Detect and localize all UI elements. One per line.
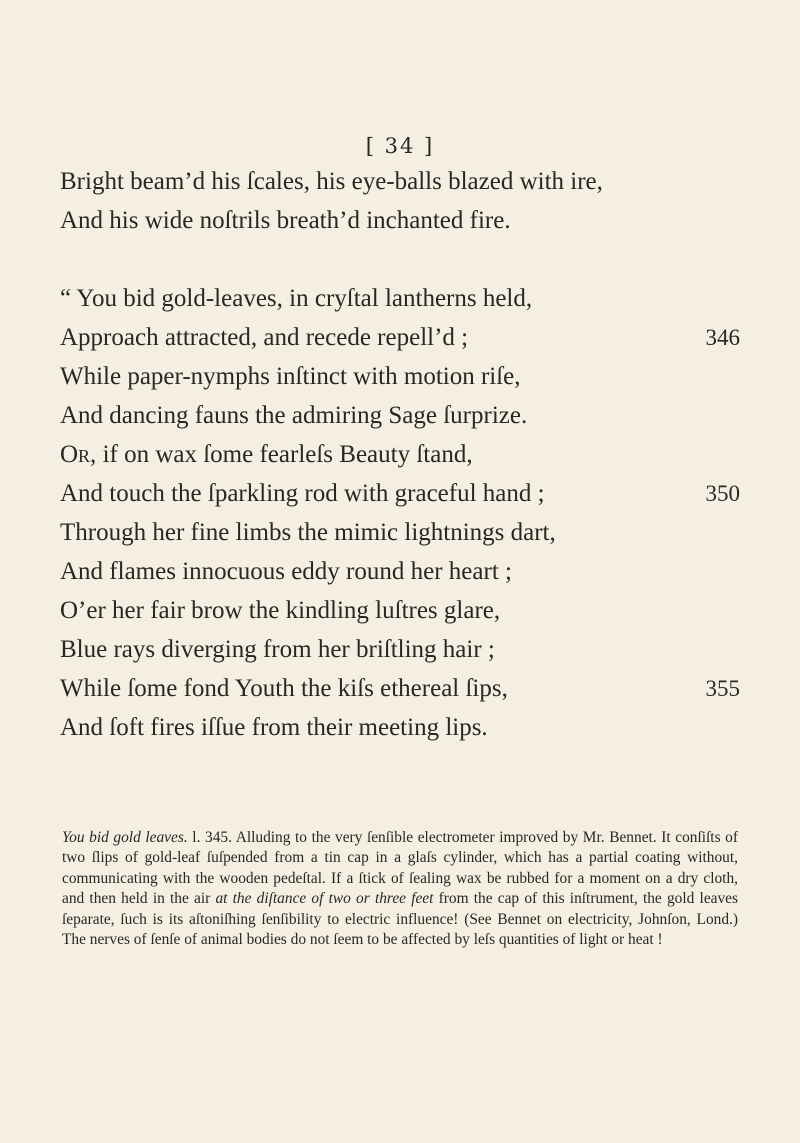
verse-line-text: And his wide noſtrils breath’d inchanted fire. [60,207,511,234]
verse-line [60,630,740,669]
line-number: 346 [705,325,740,350]
verse-line-lead: Or, [60,441,97,468]
verse-line-text: Through her fine limbs the mimic lightnings dart, [60,519,556,546]
footnote-lead: You bid gold leaves. [62,829,188,846]
verse-line [60,708,740,747]
footnote-text-2: from the cap of this inſtrument, the gold leaves ſeparate, ſuch is its aſtoniſhing ſenſibility to electric influence! (See Bennet on electricity, Johnſon, Lond.) The nerves of ſenſe of animal bodies do not ſeem to be affected by leſs quantities of light or heat ! [62,890,738,949]
verse-line-rest: if on wax ſome fearleſs Beauty ſtand, [96,441,473,468]
verse-line-text: And touch the ſparkling rod with graceful hand ; [60,480,545,507]
verse-line [60,513,740,552]
verse-line-text: “ You bid gold-leaves, in cryſtal lantherns held, [60,285,533,312]
verse-line-text: O’er her fair brow the kindling luſtres glare, [60,597,501,624]
footnote-text-1: l. 345. Alluding to the very ſenſible electrometer improved by Mr. Bennet. It conſiſts of two ſlips of gold-leaf ſuſpended from a tin cap in a glaſs cylinder, which has a partial coating without, communicating with the wooden pedeſtal. If a ſtick of ſealing wax be rubbed for a moment on a dry cloth, and then held in the air [62,829,738,908]
verse-stanza-2 [60,279,740,747]
verse-line-text [60,435,473,474]
verse-line [60,318,740,357]
line-number: 355 [705,676,740,701]
verse-line-text: Blue rays diverging from her briſtling hair ; [60,636,495,663]
verse-line-text: And flames innocuous eddy round her heart ; [60,558,512,585]
verse-line [60,162,740,201]
page-number: [ 34 ] [365,134,435,158]
verse-line-text: And ſoft fires iſſue from their meeting lips. [60,714,488,741]
footnote-emphasis: at the diſtance of two or three feet [215,890,434,908]
verse-line [60,669,740,708]
verse-line-text: And dancing fauns the admiring Sage ſurprize. [60,402,528,429]
verse-line [60,591,740,630]
footnote [62,828,738,950]
verse-line [60,357,740,396]
verse-line [60,279,740,318]
verse-line [60,201,740,240]
line-number: 350 [705,481,740,506]
verse-line-text: Approach attracted, and recede repell’d ; [60,324,469,351]
verse-stanza-1 [60,162,740,240]
verse-line [60,552,740,591]
verse-line-text: While paper-nymphs inſtinct with motion riſe, [60,363,521,390]
verse-line-text: While ſome fond Youth the kiſs ethereal ſips, [60,675,508,702]
verse-line-text: Bright beam’d his ſcales, his eye-balls blazed with ire, [60,168,603,195]
verse-line [60,474,740,513]
verse-line [60,396,740,435]
verse-line [60,435,740,474]
